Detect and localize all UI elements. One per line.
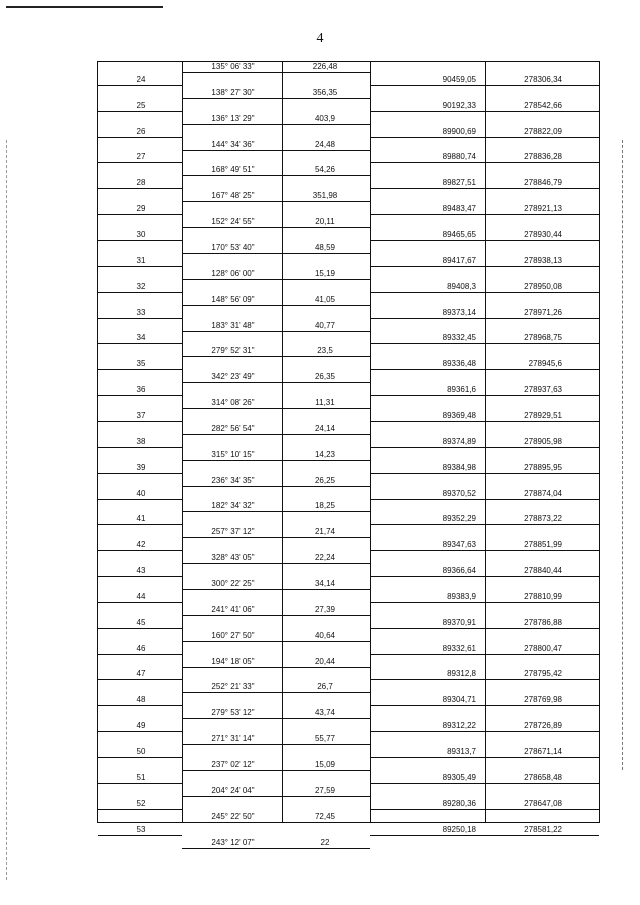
segment-length: 72,45 [314,811,336,821]
point-y-coordinate: 278895,95 [524,462,562,472]
segment-length: 21,74 [314,527,336,537]
point-y-coordinate: 278769,98 [524,695,562,705]
segment-underline [182,692,370,693]
point-number: 26 [136,126,146,136]
point-x-coordinate: 89304,71 [442,695,476,705]
segment-angle: 128° 06' 00" [211,268,255,278]
point-number: 28 [136,178,146,188]
point-number: 47 [136,669,146,679]
point-coords-underline [370,395,599,396]
point-number-underline [98,266,182,267]
point-x-coordinate: 89312,8 [447,669,476,679]
segment-length: 41,05 [314,294,336,304]
segment-angle: 282° 56' 54" [211,423,255,433]
point-number-underline [98,473,182,474]
segment-angle: 136° 13' 29" [211,113,255,123]
segment-underline [182,848,370,849]
point-number: 37 [136,410,146,420]
point-y-coordinate: 278671,14 [524,747,562,757]
segment-underline [182,408,370,409]
point-number: 51 [136,772,146,782]
segment-length: 27,39 [314,604,336,614]
point-coords-underline [370,731,599,732]
segment-length: 226,48 [312,62,338,71]
segment-angle: 168° 49' 51" [211,165,255,175]
point-number: 52 [136,798,146,808]
segment-underline [182,770,370,771]
point-coords-underline [370,654,599,655]
segment-angle: 236° 34' 35" [211,475,255,485]
segment-angle: 279° 52' 31" [211,346,255,356]
segment-angle: 144° 34' 36" [211,139,255,149]
segment-underline [182,822,370,823]
segment-length: 26,7 [317,682,333,692]
point-coords-underline [370,421,599,422]
point-number: 32 [136,281,146,291]
segment-underline [182,796,370,797]
point-number: 44 [136,591,146,601]
point-y-coordinate: 278581,22 [524,824,562,834]
segment-length: 48,59 [314,242,336,252]
point-coords-underline [370,292,599,293]
point-coords-underline [370,602,599,603]
point-number: 42 [136,540,146,550]
point-number: 50 [136,747,146,757]
point-number-underline [98,550,182,551]
segment-length: 14,23 [314,449,336,459]
page-number: 4 [316,31,324,46]
point-coords-underline [370,214,599,215]
segment-length: 43,74 [314,708,336,718]
point-y-coordinate: 278840,44 [524,566,562,576]
segment-underline [182,227,370,228]
segment-length: 22 [320,837,330,847]
point-number-underline [98,395,182,396]
point-y-coordinate: 278971,26 [524,307,562,317]
segment-underline [182,72,370,73]
point-y-coordinate: 278786,88 [524,617,562,627]
point-number: 35 [136,359,146,369]
segment-angle: 279° 53' 12" [211,708,255,718]
point-number-underline [98,809,182,810]
point-y-coordinate: 278937,63 [524,385,562,395]
point-coords-underline [370,550,599,551]
segment-length: 11,31 [315,398,335,408]
point-number-underline [98,499,182,500]
point-y-coordinate: 278800,47 [524,643,562,653]
segment-underline [182,537,370,538]
segment-underline [182,201,370,202]
segment-length: 15,19 [314,268,336,278]
point-number: 53 [136,824,146,834]
segment-angle: 245° 22' 50" [211,811,255,821]
segment-angle: 167° 48' 25" [211,191,255,201]
point-y-coordinate: 278873,22 [524,514,562,524]
segment-angle: 328° 43' 05" [211,553,255,563]
point-x-coordinate: 89827,51 [442,178,476,188]
segment-angle: 182° 34' 32" [211,501,255,511]
point-coords-underline [370,318,599,319]
segment-angle: 241° 41' 06" [211,604,255,614]
segment-angle: 138° 27' 30" [211,87,255,97]
segment-angle: 183° 31' 48" [211,320,255,330]
point-coords-underline [370,809,599,810]
point-x-coordinate: 89370,91 [442,617,476,627]
segment-length: 403,9 [314,113,336,123]
point-number-underline [98,628,182,629]
segment-angle: 204° 24' 04" [211,785,255,795]
point-number-underline [98,654,182,655]
segment-underline [182,279,370,280]
point-x-coordinate: 89312,22 [442,721,476,731]
segment-underline [182,589,370,590]
segment-length: 26,35 [314,372,336,382]
segment-angle: 252° 21' 33" [211,682,255,692]
point-coords-underline [370,137,599,138]
point-coords-underline [370,705,599,706]
segment-underline [182,305,370,306]
point-x-coordinate: 90459,05 [442,74,476,84]
segment-angle: 314° 08' 26" [211,398,255,408]
point-x-coordinate: 89305,49 [442,772,476,782]
point-coords-underline [370,266,599,267]
point-x-coordinate: 89313,7 [447,747,476,757]
scan-edge-left [6,140,7,880]
point-coords-underline [370,628,599,629]
point-coords-underline [370,524,599,525]
segment-underline [182,98,370,99]
point-coords-underline [370,369,599,370]
point-x-coordinate: 89369,48 [442,410,476,420]
point-x-coordinate: 89384,98 [442,462,476,472]
point-x-coordinate: 89373,14 [442,307,476,317]
point-y-coordinate: 278950,08 [524,281,562,291]
segment-length: 24,48 [314,139,336,149]
point-coords-underline [370,679,599,680]
segment-underline [182,434,370,435]
point-number-underline [98,343,182,344]
segment-angle: 237° 02' 12" [211,759,255,769]
point-number: 24 [136,74,146,84]
point-coords-underline [370,85,599,86]
point-x-coordinate: 89280,36 [442,798,476,808]
point-y-coordinate: 278836,28 [524,152,562,162]
point-x-coordinate: 89332,45 [442,333,476,343]
segment-length: 40,64 [314,630,336,640]
segment-angle: 152° 24' 55" [211,217,255,227]
segment-underline [182,718,370,719]
point-coords-underline [370,188,599,189]
segment-angle: 243° 12' 07" [211,837,255,847]
point-coords-underline [370,757,599,758]
point-y-coordinate: 278938,13 [524,255,562,265]
segment-underline [182,563,370,564]
point-x-coordinate: 89880,74 [442,152,476,162]
point-number-underline [98,188,182,189]
segment-underline [182,667,370,668]
point-x-coordinate: 89383,9 [447,591,476,601]
point-y-coordinate: 278968,75 [524,333,562,343]
segment-underline [182,331,370,332]
segment-length: 26,25 [314,475,336,485]
point-number-underline [98,576,182,577]
point-coords-underline [370,499,599,500]
point-number-underline [98,111,182,112]
point-number-underline [98,757,182,758]
segment-length: 24,14 [314,423,336,433]
point-y-coordinate: 278810,99 [524,591,562,601]
segment-underline [182,253,370,254]
point-number-underline [98,240,182,241]
point-x-coordinate: 89417,67 [442,255,476,265]
segment-angle: 342° 23' 49" [211,372,255,382]
segment-angle: 257° 37' 12" [211,527,255,537]
point-coords-underline [370,162,599,163]
segment-length: 18,25 [314,501,336,511]
point-number: 41 [136,514,146,524]
point-number: 40 [136,488,146,498]
point-y-coordinate: 278542,66 [524,100,562,110]
point-y-coordinate: 278306,34 [524,74,562,84]
segment-length: 27,59 [314,785,336,795]
segment-underline [182,356,370,357]
segment-angle: 170° 53' 40" [211,242,255,252]
point-x-coordinate: 89347,63 [442,540,476,550]
segment-length: 356,35 [312,87,338,97]
point-x-coordinate: 89366,64 [442,566,476,576]
point-x-coordinate: 89465,65 [442,230,476,240]
header-rule [6,6,163,8]
column-divider [370,62,371,822]
point-number-underline [98,705,182,706]
segment-underline [182,744,370,745]
point-number: 43 [136,566,146,576]
point-y-coordinate: 278945,6 [528,359,562,369]
segment-length: 22,24 [314,553,336,563]
point-coords-underline [370,835,599,836]
point-number-underline [98,292,182,293]
segment-length: 23,5 [317,346,333,356]
point-y-coordinate: 278929,51 [524,410,562,420]
segment-angle: 148° 56' 09" [211,294,255,304]
point-number: 33 [136,307,146,317]
segment-underline [182,175,370,176]
point-x-coordinate: 90192,33 [442,100,476,110]
point-number-underline [98,369,182,370]
point-x-coordinate: 89352,29 [442,514,476,524]
segment-angle: 135° 06' 33" [211,62,255,71]
point-number-underline [98,447,182,448]
point-coords-underline [370,447,599,448]
segment-angle: 315° 10' 15" [211,449,255,459]
point-number-underline [98,421,182,422]
point-y-coordinate: 278851,99 [524,540,562,550]
point-coords-underline [370,473,599,474]
segment-length: 15,09 [314,759,336,769]
point-number: 34 [136,333,146,343]
point-coords-underline [370,343,599,344]
coordinates-table [97,61,600,847]
segment-length: 40,77 [314,320,336,330]
segment-underline [182,124,370,125]
segment-length: 351,98 [312,191,338,201]
point-coords-underline [370,240,599,241]
segment-length: 20,11 [315,217,335,227]
point-y-coordinate: 278874,04 [524,488,562,498]
point-number: 36 [136,385,146,395]
point-number-underline [98,731,182,732]
point-x-coordinate: 89250,18 [442,824,476,834]
point-number: 27 [136,152,146,162]
segment-underline [182,150,370,151]
point-x-coordinate: 89900,69 [442,126,476,136]
segment-length: 54,26 [314,165,336,175]
point-number: 30 [136,230,146,240]
point-number: 38 [136,436,146,446]
segment-underline [182,382,370,383]
segment-underline [182,486,370,487]
point-y-coordinate: 278647,08 [524,798,562,808]
point-number: 29 [136,204,146,214]
point-number-underline [98,162,182,163]
point-x-coordinate: 89336,48 [442,359,476,369]
point-y-coordinate: 278822,09 [524,126,562,136]
segment-length: 55,77 [314,734,336,744]
segment-underline [182,460,370,461]
segment-length: 34,14 [314,579,336,588]
point-coords-underline [370,783,599,784]
point-number: 39 [136,462,146,472]
segment-underline [182,511,370,512]
point-number-underline [98,318,182,319]
segment-length: 20,44 [314,656,336,666]
segment-underline [182,615,370,616]
segment-underline [182,641,370,642]
point-x-coordinate: 89332,61 [442,643,476,653]
segment-angle: 194° 18' 05" [211,656,255,666]
point-y-coordinate: 278921,13 [524,204,562,214]
point-number: 45 [136,617,146,627]
point-number-underline [98,679,182,680]
point-x-coordinate: 89374,89 [442,436,476,446]
point-x-coordinate: 89408,3 [447,281,476,291]
point-x-coordinate: 89483,47 [442,204,476,214]
point-number-underline [98,137,182,138]
point-number-underline [98,214,182,215]
point-coords-underline [370,111,599,112]
point-y-coordinate: 278930,44 [524,230,562,240]
point-y-coordinate: 278905,98 [524,436,562,446]
point-number-underline [98,602,182,603]
point-number-underline [98,835,182,836]
point-number: 25 [136,100,146,110]
point-y-coordinate: 278846,79 [524,178,562,188]
point-number: 46 [136,643,146,653]
point-number: 49 [136,721,146,731]
point-number-underline [98,783,182,784]
point-y-coordinate: 278658,48 [524,772,562,782]
point-y-coordinate: 278795,42 [524,669,562,679]
segment-angle: 160° 27' 50" [211,630,255,640]
point-x-coordinate: 89370,52 [442,488,476,498]
point-coords-underline [370,576,599,577]
point-number-underline [98,85,182,86]
point-y-coordinate: 278726,89 [524,721,562,731]
point-number: 31 [136,255,146,265]
point-x-coordinate: 89361,6 [447,385,476,395]
scan-edge-right [622,140,623,770]
segment-angle: 300° 22' 25" [211,579,255,588]
segment-angle: 271° 31' 14" [211,734,255,744]
point-number: 48 [136,695,146,705]
point-number-underline [98,524,182,525]
